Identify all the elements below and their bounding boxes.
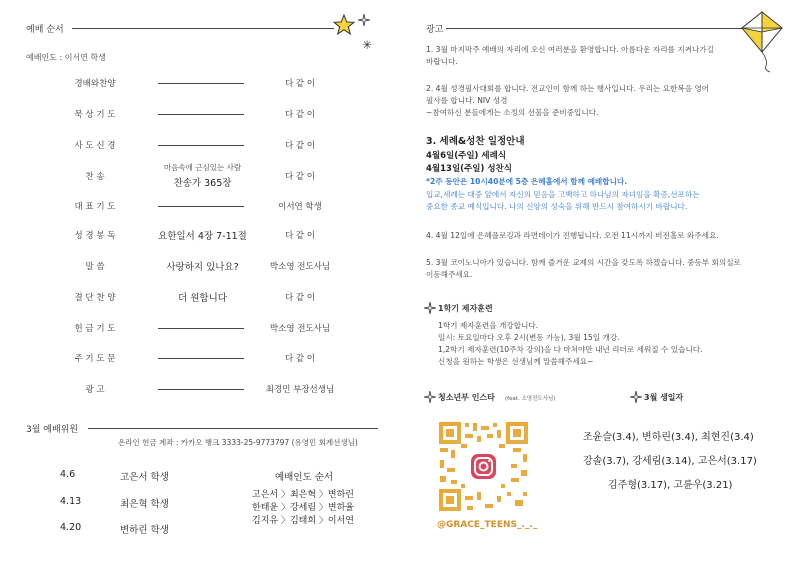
- worship-row: [0, 104, 400, 124]
- title-divider: [72, 28, 334, 29]
- notice-1: [426, 44, 786, 68]
- notice-4: 4. 4월 12일에 은혜플로깅과 라면데이가 진행됩니다. 오전 11시까지 비전홀로 와주세요.: [426, 231, 719, 240]
- joint-worship-note: *2주 동안은 10시40분에 5층 은혜홀에서 함께 예배합니다.: [426, 177, 628, 186]
- duty-date: 4.20: [60, 522, 82, 533]
- worship-row: [0, 348, 400, 368]
- row-content: 사랑하지 있나요?: [166, 262, 239, 273]
- row-person: 다 같 이: [284, 172, 316, 182]
- blank-line: [158, 389, 244, 390]
- hymn-number: 찬송가 365장: [173, 178, 232, 189]
- row-item: 헌 금 기 도: [74, 324, 116, 334]
- row-item: 사 도 신 경: [74, 141, 116, 151]
- worship-row: [0, 379, 400, 399]
- row-person: 다 같 이: [284, 141, 316, 151]
- row-person: 최경민 부장선생님: [265, 385, 335, 395]
- disciple-line: 신청을 원하는 학생은 선생님께 말씀해주세요~: [438, 357, 594, 366]
- disciple-body: [438, 320, 703, 368]
- notice-3-title: 3. 세례&성찬 일정안내: [426, 136, 525, 147]
- sparkle-icon: [630, 391, 642, 403]
- duty-date: 4.6: [60, 469, 76, 480]
- row-item: 주 기 도 문: [74, 354, 116, 364]
- duty-leader: 고은서 학생: [120, 472, 169, 483]
- row-item: 성 경 봉 독: [74, 231, 116, 241]
- worship-order-title: 예배 순서: [26, 25, 64, 35]
- offering-account: 온라인 헌금 계좌 : 카카오 뱅크 3333-25-9773797 (유영민 회계선생님): [118, 438, 358, 447]
- duty-leader: 변하린 학생: [120, 525, 169, 536]
- row-person: 다 같 이: [284, 293, 316, 303]
- row-person: 다 같 이: [284, 79, 316, 89]
- notice-line: 5. 3월 코이노니아가 있습니다. 함께 즐거운 교제의 시간을 갖도록 하겠습니다. 중등부 회의실로: [426, 258, 741, 267]
- order-line: 고은서 〉최은혁 〉변하린: [252, 490, 354, 500]
- disciple-line: 1,2학기 제자훈련(10주차 강의)을 다 마쳐야만 내년 리더로 세워질 수 있습니다.: [438, 345, 703, 354]
- insta-title: 청소년부 인스타: [438, 393, 495, 402]
- blank-line: [158, 83, 244, 84]
- duty-date: 4.13: [60, 496, 82, 507]
- row-person: 이서연 학생: [278, 202, 322, 212]
- order-line: 한태윤 〉강세림 〉변하율: [252, 503, 354, 513]
- row-item: 경배와찬양: [74, 79, 116, 89]
- row-item: 결 단 찬 양: [74, 293, 116, 303]
- row-item: 광 고: [85, 385, 105, 395]
- disciple-line: 1학기 제자훈련을 개강합니다.: [438, 321, 539, 330]
- insta-handle[interactable]: @GRACE_TEENS_._._: [437, 520, 538, 530]
- baptism-date: 4월6일(주일) 세례식: [426, 151, 507, 161]
- row-person: 다 같 이: [284, 231, 316, 241]
- sparkle-icon: [358, 14, 370, 26]
- row-content: 요한일서 4장 7-11절: [158, 231, 247, 242]
- bday-line: 조윤슬(3.4), 변하린(3.4), 최현진(3.4): [583, 432, 754, 443]
- hymn-subtitle: 마음속에 근심있는 사람: [163, 163, 242, 172]
- worship-row: [0, 318, 400, 338]
- baptism-desc-2: 중요한 종교 예식입니다. 나의 신앙의 성숙을 위해 반드시 참여하시기 바랍니다.: [426, 202, 688, 211]
- notice-line: 2. 4월 성경필사대회를 합니다. 전교인이 함께 하는 행사입니다. 우리는 요한복음 영어: [426, 84, 710, 93]
- row-person: 다 같 이: [284, 354, 316, 364]
- row-item: 대 표 기 도: [74, 202, 116, 212]
- worship-row: [0, 256, 400, 276]
- disciple-line: 일시: 토요일마다 오후 2시(변동 가능), 3월 15일 개강.: [438, 333, 620, 342]
- blank-line: [158, 328, 244, 329]
- notice-2: [426, 83, 786, 119]
- leader-line: 예배인도 : 이서연 학생: [26, 53, 106, 62]
- row-person: 박소영 전도사님: [269, 262, 331, 272]
- blank-line: [158, 206, 244, 207]
- disciple-title: 1학기 제자훈련: [438, 304, 493, 313]
- duty-leader: 최은혁 학생: [120, 499, 169, 510]
- order-line: 김지유 〉김태희 〉이서연: [252, 516, 354, 526]
- blank-line: [158, 358, 244, 359]
- worship-row: [0, 225, 400, 245]
- baptism-desc-1: 입교,세례는 대중 앞에서 자신의 믿음을 고백하고 하나님의 자녀임을 확증,선포하는: [426, 190, 700, 199]
- notice-line: 필사를 합니다. NIV 성경: [426, 96, 508, 105]
- sparkle-icon: [424, 391, 436, 403]
- committee-divider: [88, 428, 378, 429]
- communion-date: 4월13일(주일) 성찬식: [426, 164, 512, 174]
- blank-line: [158, 114, 244, 115]
- committee-title: 3월 예배위원: [26, 425, 79, 435]
- blank-line: [158, 145, 244, 146]
- row-person: 박소영 전도사님: [269, 324, 331, 334]
- insta-feat: (feat. 소영전도사님): [505, 396, 556, 402]
- notice-line: 이동해주세요.: [426, 270, 473, 279]
- row-item: 말 씀: [85, 262, 105, 272]
- notice-line: 1. 3월 마지막주 예배의 자리에 오신 여러분을 환영합니다. 아름다운 자리를 지켜나가길: [426, 45, 715, 54]
- row-person: 다 같 이: [284, 110, 316, 120]
- bday-line: 김주형(3.17), 고륜우(3.21): [608, 480, 733, 491]
- worship-row: [0, 287, 400, 307]
- worship-row: [0, 135, 400, 155]
- notice-title: 광고: [426, 25, 444, 35]
- row-content: 더 원합니다: [178, 293, 227, 304]
- notice-5: [426, 257, 786, 281]
- worship-row: [0, 196, 400, 216]
- worship-row: [0, 163, 400, 189]
- notice-line: ~참여하신 분들에게는 소정의 선물을 준비중입니다.: [426, 108, 599, 117]
- row-content: [140, 162, 265, 189]
- row-item: 묵 상 기 도: [74, 110, 116, 120]
- bday-title: 3월 생일자: [644, 393, 684, 402]
- row-item: 찬 송: [85, 172, 105, 182]
- asterisk-icon: ✳: [362, 38, 373, 52]
- qr-code[interactable]: [437, 420, 530, 513]
- star-icon: [333, 14, 355, 36]
- duty-header: 예배인도 순서: [275, 472, 334, 483]
- worship-row: [0, 73, 400, 93]
- notice-divider: [446, 28, 742, 29]
- bday-line: 강솔(3.7), 강세림(3.14), 고은서(3.17): [583, 456, 757, 467]
- sparkle-icon: [424, 302, 436, 314]
- order-lines: [252, 489, 354, 528]
- notice-line: 바랍니다.: [426, 57, 458, 66]
